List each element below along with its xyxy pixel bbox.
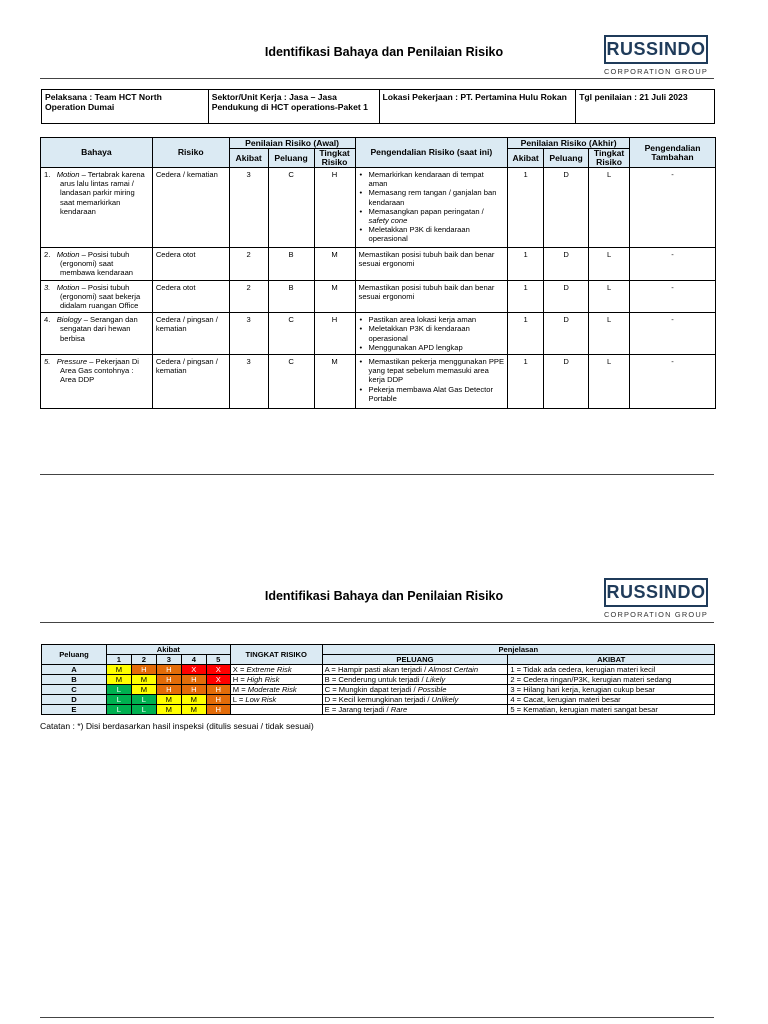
tingkat-cell: M [314, 248, 355, 281]
matrix-cell: M [106, 675, 131, 685]
risk-cell: Cedera / pingsan / kematian [152, 355, 229, 409]
peluang-code: B [324, 675, 330, 684]
logo-name: RUSSINDO [604, 35, 708, 64]
logo-subtitle: CORPORATION GROUP [604, 67, 709, 76]
akibat-col-2: 2 [131, 655, 156, 665]
peluang-desc: Jarang terjadi [338, 705, 385, 714]
company-logo [604, 578, 708, 619]
header-bahaya: Bahaya [41, 138, 153, 168]
matrix-cell: X [206, 665, 230, 675]
table-row [41, 313, 716, 355]
risk-cell: Cedera otot [152, 248, 229, 281]
matrix-cell: M [131, 685, 156, 695]
matrix-cell: H [206, 695, 230, 705]
akibat-cell: 2 [229, 248, 268, 281]
risk-cell: Cedera otot [152, 280, 229, 313]
peluang-code: C [324, 685, 331, 694]
matrix-cell: M [156, 705, 181, 715]
header-peluang: Peluang [268, 149, 314, 168]
peluang-code: D [324, 695, 331, 704]
hazard-cell: 5. Pressure – Pekerjaan Di Area Gas contohnya : Area DDP [41, 355, 153, 409]
hazard-cell: 3. Motion – Posisi tubuh (ergonomi) saat bekerja didalam ruangan Office [41, 280, 153, 313]
tgl-cell: Tgl penilaian : 21 Juli 2023 [576, 90, 715, 124]
control-item: • Meletakkan P3K di kendaraan operasional [359, 225, 505, 243]
tingkat-legend: M = Moderate Risk [230, 685, 322, 695]
lokasi-cell: Lokasi Pekerjaan : PT. Pertamina Hulu Rokan [379, 90, 576, 124]
matrix-cell: M [181, 705, 206, 715]
matrix-cell: H [156, 675, 181, 685]
tingkat-akhir-cell: L [589, 248, 630, 281]
akibat-cell: 3 [229, 355, 268, 409]
control-item: • Memasangkan papan peringatan / safety cone [359, 207, 505, 225]
matrix-row [42, 675, 715, 685]
control-item: • Pastikan area lokasi kerja aman [359, 315, 505, 324]
control-cell [355, 313, 508, 355]
tingkat-code: H [232, 675, 239, 684]
matrix-row [42, 665, 715, 675]
note-text: Catatan : *) Disi berdasarkan hasil inspeksi (ditulis sesuai / tidak sesuai) [40, 721, 314, 731]
tingkat-cell: H [314, 168, 355, 248]
tambahan-cell: - [630, 280, 716, 313]
peluang-desc: Kecil kemungkinan terjadi [338, 695, 426, 704]
control-item: • Meletakkan P3K di kendaraan operasional [359, 324, 505, 342]
control-cell [355, 168, 508, 248]
akibat-cell: 3 [229, 313, 268, 355]
matrix-row [42, 695, 715, 705]
akibat-akhir-cell: 1 [508, 355, 544, 409]
logo-subtitle: CORPORATION GROUP [604, 610, 709, 619]
peluang-desc: Mungkin dapat terjadi [338, 685, 412, 694]
control-cell: Memastikan posisi tubuh baik dan benar sesuai ergonomi [355, 248, 508, 281]
matrix-cell: L [131, 695, 156, 705]
control-item: • Pekerja membawa Alat Gas Detector Portable [359, 385, 505, 403]
control-cell [355, 355, 508, 409]
akibat-col-5: 5 [206, 655, 230, 665]
peluang-code: E [324, 705, 330, 714]
pelaksana-cell: Pelaksana : Team HCT North Operation Dumai [42, 90, 209, 124]
page-title: Identifikasi Bahaya dan Penilaian Risiko [264, 45, 504, 59]
matrix-cell: H [131, 665, 156, 675]
header-akibat-akhir: Akibat [508, 149, 544, 168]
header-akibat: Akibat [229, 149, 268, 168]
matrix-row [42, 685, 715, 695]
tingkat-cell: M [314, 280, 355, 313]
info-table [41, 89, 715, 124]
tambahan-cell: - [630, 313, 716, 355]
logo-name: RUSSINDO [604, 578, 708, 607]
peluang-akhir-cell: D [544, 280, 589, 313]
divider [40, 622, 714, 623]
tingkat-legend [230, 705, 322, 715]
control-item: • Memastikan pekerja menggunakan PPE yang tepat sebelum memasuki area kerja DDP [359, 357, 505, 385]
peluang-en: Unlikely [431, 695, 459, 704]
peluang-letter: B [42, 675, 107, 685]
header-tambahan: Pengendalian Tambahan [630, 138, 716, 168]
tingkat-code: X [232, 665, 238, 674]
tingkat-legend: L = Low Risk [230, 695, 322, 705]
peluang-desc: Cenderung untuk terjadi [338, 675, 420, 684]
matrix-cell: L [106, 685, 131, 695]
akibat-col-1: 1 [106, 655, 131, 665]
akibat-cell: 2 [229, 280, 268, 313]
tambahan-cell: - [630, 168, 716, 248]
company-logo [604, 35, 708, 76]
header-awal: Penilaian Risiko (Awal) [229, 138, 355, 149]
peluang-desc: Hampir pasti akan terjadi [337, 665, 422, 674]
matrix-cell: L [106, 705, 131, 715]
matrix-akibat-header: Akibat [106, 645, 230, 655]
matrix-cell: L [106, 695, 131, 705]
tingkat-legend: H = High Risk [230, 675, 322, 685]
akibat-akhir-cell: 1 [508, 280, 544, 313]
divider [40, 78, 714, 79]
matrix-cell: H [181, 675, 206, 685]
peluang-akhir-cell: D [544, 313, 589, 355]
peluang-explanation: B = Cenderung untuk terjadi / Likely [322, 675, 508, 685]
control-item: • Memasang rem tangan / ganjalan ban kendaraan [359, 188, 505, 206]
akibat-cell: 3 [229, 168, 268, 248]
peluang-letter: C [42, 685, 107, 695]
akibat-explanation: 4 = Cacat, kerugian materi besar [508, 695, 715, 705]
matrix-row [42, 705, 715, 715]
penjelasan-peluang-header: PELUANG [322, 655, 508, 665]
hazard-cell: 4. Biology – Serangan dan sengatan dari hewan berbisa [41, 313, 153, 355]
page-bottom-divider [40, 474, 714, 475]
peluang-akhir-cell: D [544, 168, 589, 248]
peluang-explanation: A = Hampir pasti akan terjadi / Almost Certain [322, 665, 508, 675]
control-cell: Memastikan posisi tubuh baik dan benar sesuai ergonomi [355, 280, 508, 313]
hazard-table [40, 137, 716, 409]
matrix-cell: H [156, 665, 181, 675]
tambahan-cell: - [630, 355, 716, 409]
page-bottom-divider [40, 1017, 714, 1018]
peluang-akhir-cell: D [544, 248, 589, 281]
akibat-akhir-cell: 1 [508, 313, 544, 355]
akibat-explanation: 5 = Kematian, kerugian materi sangat besar [508, 705, 715, 715]
peluang-cell: B [268, 280, 314, 313]
akibat-explanation: 3 = Hilang hari kerja, kerugian cukup besar [508, 685, 715, 695]
tingkat-akhir-cell: L [589, 313, 630, 355]
hazard-cell: 1. Motion – Tertabrak karena arus lalu lintas ramai / landasan parkir miring saat memarkirkan kendaraan [41, 168, 153, 248]
sektor-cell: Sektor/Unit Kerja : Jasa – Jasa Pendukung di HCT operations-Paket 1 [208, 90, 379, 124]
matrix-cell: M [181, 695, 206, 705]
control-item: • Memarkirkan kendaraan di tempat aman [359, 170, 505, 188]
tingkat-akhir-cell: L [589, 168, 630, 248]
akibat-akhir-cell: 1 [508, 168, 544, 248]
header-peluang-akhir: Peluang [544, 149, 589, 168]
tingkat-legend: X = Extreme Risk [230, 665, 322, 675]
table-row [41, 355, 716, 409]
tingkat-code: L [232, 695, 237, 704]
peluang-cell: C [268, 355, 314, 409]
matrix-tingkat-header: TINGKAT RISIKO [230, 645, 322, 665]
header-tingkat: Tingkat Risiko [314, 149, 355, 168]
tingkat-cell: H [314, 313, 355, 355]
akibat-col-3: 3 [156, 655, 181, 665]
matrix-cell: M [156, 695, 181, 705]
peluang-letter: A [42, 665, 107, 675]
risk-matrix-table [41, 644, 715, 715]
table-row [41, 248, 716, 281]
peluang-cell: B [268, 248, 314, 281]
penjelasan-akibat-header: AKIBAT [508, 655, 715, 665]
risk-cell: Cedera / kematian [152, 168, 229, 248]
matrix-cell: L [131, 705, 156, 715]
page-title: Identifikasi Bahaya dan Penilaian Risiko [264, 589, 504, 603]
matrix-cell: X [181, 665, 206, 675]
header-risiko: Risiko [152, 138, 229, 168]
matrix-cell: H [206, 685, 230, 695]
header-akhir: Penilaian Risiko (Akhir) [508, 138, 630, 149]
tingkat-desc: Moderate Risk [247, 685, 297, 694]
peluang-cell: C [268, 313, 314, 355]
header-pengendalian: Pengendalian Risiko (saat ini) [355, 138, 508, 168]
akibat-akhir-cell: 1 [508, 248, 544, 281]
peluang-en: Possible [417, 685, 447, 694]
table-row [41, 168, 716, 248]
peluang-akhir-cell: D [544, 355, 589, 409]
matrix-peluang-header: Peluang [42, 645, 107, 665]
tingkat-desc: Extreme Risk [246, 665, 292, 674]
akibat-explanation: 2 = Cedera ringan/P3K, kerugian materi sedang [508, 675, 715, 685]
hazard-cell: 2. Motion – Posisi tubuh (ergonomi) saat membawa kendaraan [41, 248, 153, 281]
tingkat-akhir-cell: L [589, 280, 630, 313]
peluang-en: Almost Certain [428, 665, 479, 674]
tingkat-desc: Low Risk [245, 695, 277, 704]
tambahan-cell: - [630, 248, 716, 281]
header-tingkat-akhir: Tingkat Risiko [589, 149, 630, 168]
akibat-col-4: 4 [181, 655, 206, 665]
peluang-explanation: E = Jarang terjadi / Rare [322, 705, 508, 715]
matrix-cell: M [131, 675, 156, 685]
matrix-cell: H [181, 685, 206, 695]
peluang-letter: D [42, 695, 107, 705]
risk-cell: Cedera / pingsan / kematian [152, 313, 229, 355]
tingkat-akhir-cell: L [589, 355, 630, 409]
peluang-explanation: C = Mungkin dapat terjadi / Possible [322, 685, 508, 695]
matrix-cell: X [206, 675, 230, 685]
matrix-cell: M [106, 665, 131, 675]
akibat-explanation: 1 = Tidak ada cedera, kerugian materi kecil [508, 665, 715, 675]
matrix-cell: H [206, 705, 230, 715]
peluang-explanation: D = Kecil kemungkinan terjadi / Unlikely [322, 695, 508, 705]
tingkat-code: M [232, 685, 240, 694]
control-item: • Menggunakan APD lengkap [359, 343, 505, 352]
table-row [41, 280, 716, 313]
peluang-code: A [324, 665, 330, 674]
matrix-penjelasan-header: Penjelasan [322, 645, 714, 655]
peluang-en: Likely [425, 675, 446, 684]
tingkat-desc: High Risk [246, 675, 280, 684]
matrix-cell: H [156, 685, 181, 695]
peluang-en: Rare [390, 705, 408, 714]
tingkat-cell: M [314, 355, 355, 409]
peluang-cell: C [268, 168, 314, 248]
peluang-letter: E [42, 705, 107, 715]
